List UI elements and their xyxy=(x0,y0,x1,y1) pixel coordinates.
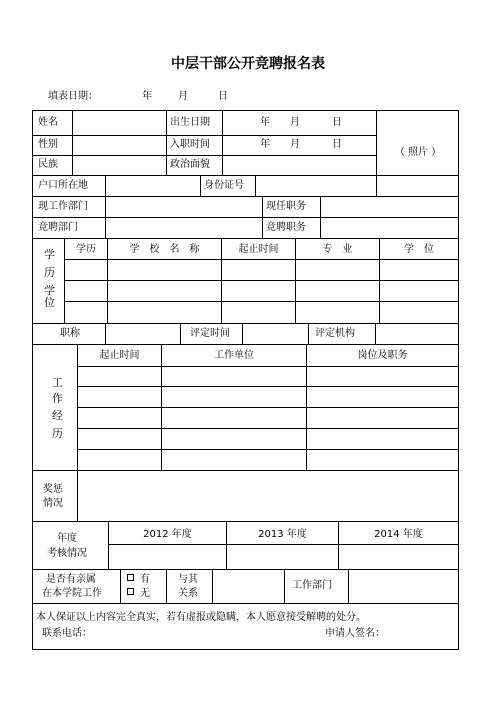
work-header-unit: 工作单位 xyxy=(214,350,254,361)
awards-label-line2: 情况 xyxy=(43,498,63,509)
work-row[interactable] xyxy=(79,388,458,406)
work-row[interactable] xyxy=(79,368,458,385)
eval-org-field[interactable] xyxy=(377,325,457,343)
assessment-result-2012[interactable] xyxy=(110,546,225,568)
education-row[interactable] xyxy=(66,282,458,301)
relatives-yes-label: 有 xyxy=(140,574,150,585)
fill-date-label: 填表日期： xyxy=(48,91,98,102)
professional-title-label: 职称 xyxy=(60,328,80,339)
political-status-label: 政治面貌 xyxy=(170,159,210,170)
eval-time-label: 评定时间 xyxy=(190,328,230,339)
work-header-period: 起止时间 xyxy=(99,350,140,361)
contact-phone-label: 联系电话： xyxy=(42,628,92,639)
awards-field[interactable] xyxy=(79,472,458,520)
assessment-label-line1: 年度 xyxy=(57,533,77,544)
awards-label-line1: 奖惩 xyxy=(43,484,63,495)
id-number-label: 身份证号 xyxy=(204,180,244,191)
assessment-result-2013[interactable] xyxy=(228,546,337,568)
entry-year: 年 xyxy=(260,139,270,150)
contact-phone-field[interactable] xyxy=(100,626,300,642)
relative-dept-field[interactable] xyxy=(350,571,457,602)
hukou-label: 户口所在地 xyxy=(38,180,88,191)
birth-month: 月 xyxy=(290,117,300,128)
work-row[interactable] xyxy=(79,430,458,448)
relatives-question-line2: 在本学院工作 xyxy=(42,588,102,599)
assessment-result-2014[interactable] xyxy=(340,546,457,568)
political-status-field[interactable] xyxy=(224,157,375,174)
declaration-text: 本人保证以上内容完全真实，若有虚报或隐瞒，本人愿意接受解聘的处分。 xyxy=(36,612,366,623)
work-side-char: 历 xyxy=(52,427,63,440)
gender-field[interactable] xyxy=(74,137,165,154)
gender-label: 性别 xyxy=(38,139,58,150)
eval-time-field[interactable] xyxy=(244,325,307,343)
entry-date-label: 入职时间 xyxy=(170,139,210,150)
photo-placeholder: （ 照片 ） xyxy=(394,147,442,158)
relation-label-line1: 与其 xyxy=(178,574,198,585)
birth-year: 年 xyxy=(260,117,270,128)
professional-title-field[interactable] xyxy=(107,325,179,343)
work-row[interactable] xyxy=(79,451,458,469)
relative-dept-label: 工作部门 xyxy=(292,580,332,591)
relatives-no-option[interactable] xyxy=(127,588,150,600)
hukou-field[interactable] xyxy=(107,177,199,195)
work-side-char: 作 xyxy=(52,392,63,405)
apply-position-label: 竞聘职务 xyxy=(266,222,306,233)
fill-date-day: 日 xyxy=(218,91,228,102)
education-row[interactable] xyxy=(66,303,458,322)
assessment-year-2014: 2014 年度 xyxy=(374,529,423,540)
fill-date-month: 月 xyxy=(178,91,188,102)
relatives-no-label: 无 xyxy=(140,588,150,599)
relation-field[interactable] xyxy=(214,571,283,602)
education-header-degree: 学历 xyxy=(76,244,96,255)
entry-month: 月 xyxy=(290,139,300,150)
apply-dept-label: 竞聘部门 xyxy=(38,222,78,233)
birth-day: 日 xyxy=(332,117,342,128)
current-position-label: 现任职务 xyxy=(266,201,306,212)
work-side-char: 工 xyxy=(52,376,63,389)
signature-label: 申请人签名： xyxy=(325,628,385,639)
assessment-label-line2: 考核情况 xyxy=(47,548,87,559)
education-header-major: 专 业 xyxy=(322,244,353,255)
relatives-yes-option[interactable] xyxy=(127,574,150,586)
education-side-char: 学 xyxy=(44,248,55,261)
id-number-field[interactable] xyxy=(257,177,375,195)
assessment-year-2012: 2012 年度 xyxy=(143,529,192,540)
work-row[interactable] xyxy=(79,409,458,427)
current-dept-label: 现工作部门 xyxy=(38,201,88,212)
checkbox-icon[interactable] xyxy=(127,588,134,595)
education-row[interactable] xyxy=(66,261,458,280)
ethnicity-label: 民族 xyxy=(38,159,58,170)
name-label: 姓名 xyxy=(38,117,58,128)
fill-date-year: 年 xyxy=(142,91,152,102)
signature-field[interactable] xyxy=(392,626,456,642)
apply-dept-field[interactable] xyxy=(107,219,261,237)
work-header-post: 岗位及职务 xyxy=(357,350,408,361)
work-side-char: 经 xyxy=(52,409,63,422)
ethnicity-field[interactable] xyxy=(74,157,165,174)
birth-date-label: 出生日期 xyxy=(170,117,210,128)
current-dept-field[interactable] xyxy=(107,198,261,216)
checkbox-icon[interactable] xyxy=(127,574,134,581)
name-field[interactable] xyxy=(74,112,165,134)
education-header-degree-title: 学 位 xyxy=(404,244,434,255)
entry-day: 日 xyxy=(332,139,342,150)
current-position-field[interactable] xyxy=(322,198,457,216)
education-header-school: 学 校 名 称 xyxy=(129,244,200,255)
assessment-year-2013: 2013 年度 xyxy=(258,529,307,540)
education-side-char: 历 xyxy=(44,266,55,279)
relatives-question-line1: 是否有亲属 xyxy=(46,574,96,585)
education-side-char: 位 xyxy=(44,296,55,309)
relation-label-line2: 关系 xyxy=(178,588,198,599)
apply-position-field[interactable] xyxy=(322,219,457,237)
education-side-char: 学 xyxy=(44,284,55,297)
form-title: 中层干部公开竞聘报名表 xyxy=(171,56,325,72)
eval-org-label: 评定机构 xyxy=(315,328,355,339)
education-header-period: 起止时间 xyxy=(238,244,279,255)
